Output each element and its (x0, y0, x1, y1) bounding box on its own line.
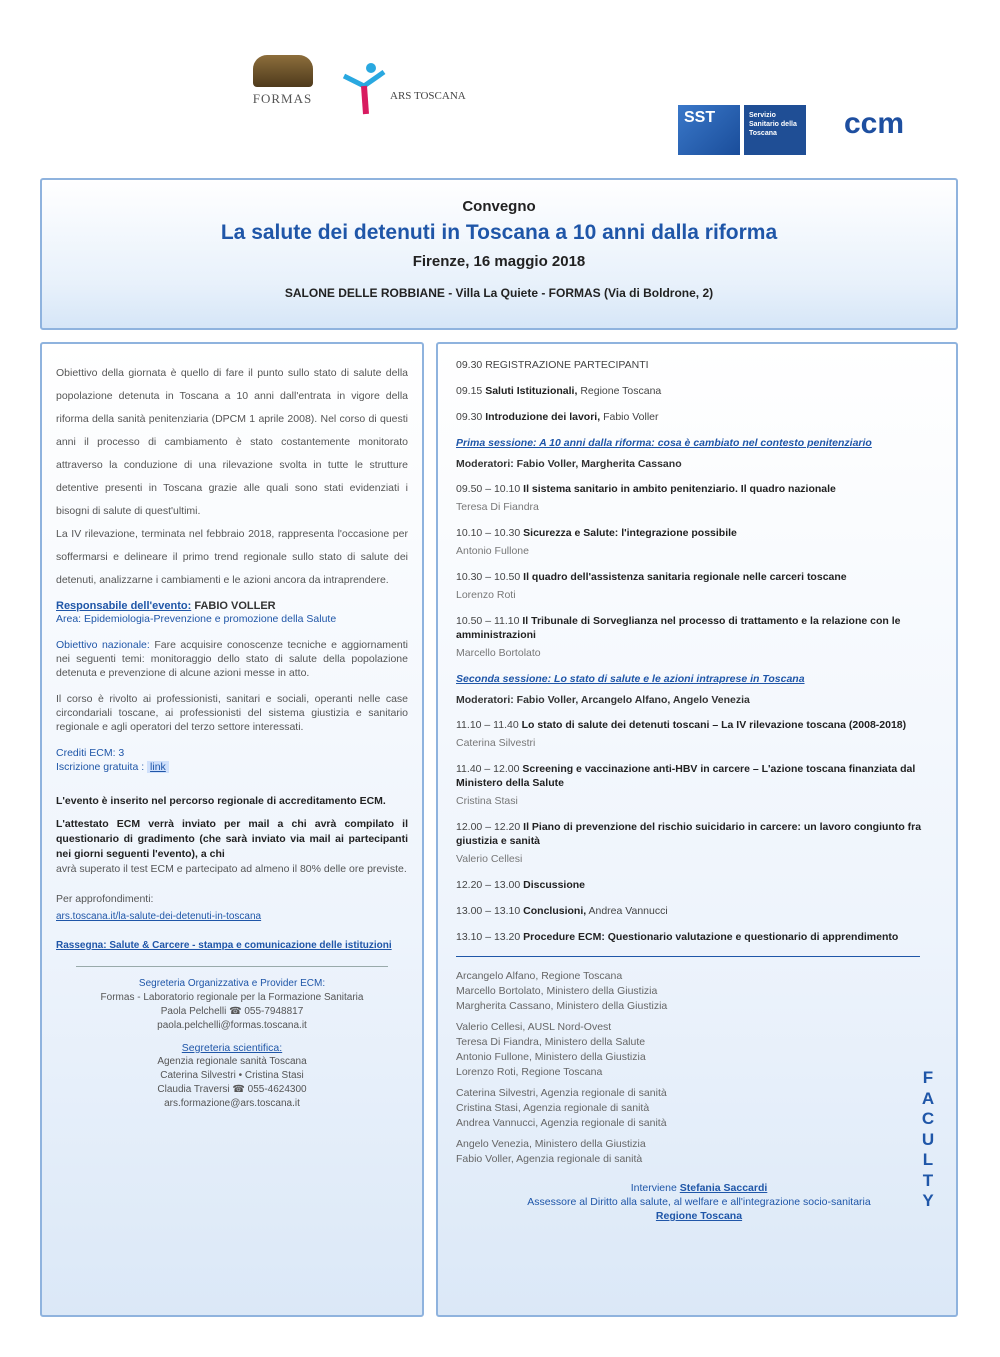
session-1-moderators: Moderatori: Fabio Voller, Margherita Cassano (456, 458, 682, 470)
crest-icon (253, 55, 313, 87)
faculty-divider (456, 956, 920, 957)
program-item: 13.10 – 13.20 Procedure ECM: Questionario valutazione e questionario di apprendimento (456, 931, 899, 943)
crediti-text: Crediti ECM: 3 (56, 747, 125, 759)
program-column (436, 342, 958, 1317)
intro-paragraph-1: Obiettivo della giornata è quello di fare il punto sullo stato di salute della popolazione detenuta in Toscana a 10 anni dall'entrata in vigore della riforma della sanità penitenziaria (DPCM 1 aprile 2008). Nel corso di questi anni il processo di cambiamento è stato costantemente monitorato attraverso la conduzione di una rilevazione svolta in tutte le strutture detentive presenti in Toscana grazie alle quali sono stati evidenziati i bisogni di salute di quest'ultimi. (56, 367, 408, 517)
attestato-rest: avrà superato il test ECM e partecipato ad almeno il 80% delle ore previste. (56, 863, 407, 875)
program-item: 09.30 Introduzione dei lavori, Fabio Voller (456, 411, 659, 423)
program-item: 09.15 Saluti Istituzionali, Regione Toscana (456, 385, 662, 397)
iscrizione-text: Iscrizione gratuita : link (56, 760, 408, 774)
session-1-title: Prima sessione: A 10 anni dalla riforma: cosa è cambiato nel contesto penitenziario (456, 437, 872, 449)
program-item: 09.30 REGISTRAZIONE PARTECIPANTI (456, 359, 649, 371)
program-item: 12.20 – 13.00 Discussione (456, 879, 586, 891)
destinatari-text: Il corso è rivolto ai professionisti, sanitari e sociali, operanti nelle case circondariali toscane, ai professionisti del sistema giustizia e sanitario regionale e agli operatori del terzo settore interessati. (56, 693, 408, 733)
program-item: 13.00 – 13.10 Conclusioni, Andrea Vannucci (456, 905, 668, 917)
ccm-logo: ccm (843, 107, 905, 140)
faculty-letter: A (921, 1088, 935, 1108)
program-item: 09.50 – 10.10 Il sistema sanitario in ambito penitenziario. Il quadro nazionale Teresa Di Fiandra (456, 483, 836, 513)
program-item: 12.00 – 12.20 Il Piano di prevenzione del rischio suicidario in carcere: un lavoro congiunto fra giustizia e sanità Valerio Cellesi (456, 821, 922, 865)
ars-logo: ARS TOSCANA (340, 60, 485, 120)
accreditamento-text: L'evento è inserito nel percorso regionale di accreditamento ECM. (56, 795, 386, 807)
faculty-letter: C (921, 1109, 935, 1128)
segreteria-sci-title: Segreteria scientifica: (181, 1042, 283, 1054)
attestato-text: L'attestato ECM verrà inviato per mail a chi avrà compilato il questionario di gradimento (che sarà inviato via mail ai partecipanti nei giorni seguenti l'evento), a chi (56, 818, 408, 860)
event-header (40, 178, 958, 330)
area-text: Area: Epidemiologia-Prevenzione e promozione della Salute (56, 613, 337, 625)
faculty-list: Arcangelo Alfano, Regione Toscana Marcello Bortolato, Ministero della Giustizia Margherita Cassano, Ministero della Giustizia Valerio Cellesi, AUSL Nord-Ovest Teresa Di Fiandra, Ministero della Salute Antonio Fullone, Ministero della Giustizia Lorenzo Roti, Regione Toscana Caterina Silvestri, Agenzia regionale di sanità Cristina Stasi, Agenzia regionale di sanità Andrea Vannucci, Agenzia regionale di sanità Angelo Venezia, Ministero della Giustizia Fabio Voller, Agenzia regionale di sanità (456, 970, 668, 1165)
event-date: Firenze, 16 maggio 2018 (412, 253, 586, 270)
segreteria-org-email[interactable]: paola.pelchelli@formas.toscana.it (157, 1020, 307, 1031)
closing-speaker: Interviene Stefania Saccardi Assessore al Diritto alla salute, al welfare e all'integrazione socio-sanitaria Regione Toscana (527, 1182, 871, 1222)
ars-figure-icon (340, 60, 388, 118)
obiettivo-text: Obiettivo nazionale: Fare acquisire conoscenze tecniche e aggiornamenti nei seguenti temi: monitoraggio dello stato di salute della popolazione detenuta e prevenzione di alcune azioni messe in atto. (56, 639, 408, 679)
program-item: 10.10 – 10.30 Sicurezza e Salute: l'integrazione possibile Antonio Fullone (456, 527, 737, 557)
rassegna-link[interactable]: Rassegna: Salute & Carcere - stampa e comunicazione delle istituzioni (56, 940, 392, 951)
event-venue: SALONE DELLE ROBBIANE - Villa La Quiete - FORMAS (Via di Boldrone, 2) (284, 286, 714, 300)
event-title: La salute dei detenuti in Toscana a 10 anni dalla riforma (220, 221, 778, 244)
faculty-letter: T (922, 1170, 934, 1190)
program-item: 11.10 – 11.40 Lo stato di salute dei detenuti toscani – La IV rilevazione toscana (2008-2018) Caterina Silvestri (456, 719, 907, 749)
segreteria-org-title: Segreteria Organizzativa e Provider ECM: (138, 978, 326, 989)
program-item: 10.30 – 10.50 Il quadro dell'assistenza sanitaria regionale nelle carceri toscane Lorenzo Roti (456, 571, 847, 601)
faculty-letter: L (922, 1150, 934, 1169)
faculty-letter: F (922, 1068, 934, 1087)
faculty-vertical-label (918, 1068, 938, 1212)
approfondimenti-link[interactable]: ars.toscana.it/la-salute-dei-detenuti-in-toscana (56, 911, 262, 922)
approfondimenti-label: Per approfondimenti: (56, 893, 154, 905)
info-column: Obiettivo della giornata è quello di fare il punto sullo stato di salute della popolazione detenuta in Toscana a 10 anni dall'entrata in vigore della riforma della sanità penitenziaria (DPCM 1 aprile 2008). Nel corso di questi anni il processo di cambiamento è stato costantemente monitorato attraverso la conduzione di una rilevazione svolta in tutte le strutture detentive presenti in Toscana grazie alle quali sono stati evidenziati i bisogni di salute di quest'ultimi. La IV rilevazione, terminata nel febbraio 2018, rappresenta l'occasione per soffermarsi e delineare il primo trend regionale sullo stato di salute dei detenuti, analizzarne i cambiamenti e le azioni ancora da intraprendere. Responsabile dell'evento: FABIO VOLLER Area: Epidemiologia-Prevenzione e promozione della Salute Obiettivo nazionale: Fare acquisire conoscenze tecniche e aggiornamenti nei seguenti temi: monitoraggio dello stato di salute della popolazione detenuta e prevenzione di alcune azioni messe in atto. Il corso è rivolto ai professionisti, sanitari e sociali, operanti nelle case circondariali toscane, ai professionisti del sistema giustizia e sanitario regionale e agli operatori del terzo settore interessati. Crediti ECM: 3 Iscrizione gratuita : link L'evento è inserito nel percorso regionale di accreditamento ECM. L'attestato ECM verrà inviato per mail a chi avrà compilato il questionario di gradimento (che sarà inviato via mail ai partecipanti nei giorni seguenti l'evento), a chi avrà superato il test ECM e partecipato ad almeno il 80% delle ore previste. Per approfondimenti: ars.toscana.it/la-salute-dei-detenuti-in-toscana Rassegna: Salute & Carcere - stampa e comunicazione delle istituzioni Segreteria Organizzativa e Provider ECM: Formas - Laboratorio regionale per la Formazione Sanitaria Paola Pelchelli ☎ 055-7948817 paola.pelchelli@formas.toscana.it Segreteria scientifica: Agenzia regionale sanità Toscana Caterina Silvestri • Cristina Stasi Claudia Traversi ☎ 055-4624300 ars.formazione@ars.toscana.it (40, 342, 424, 1317)
intro-paragraph-2: La IV rilevazione, terminata nel febbraio 2018, rappresenta l'occasione per soffermarsi e delineare il primo trend regionale sullo stato di salute dei detenuti, analizzarne i cambiamenti e le azioni ancora da intraprendere. (56, 528, 408, 586)
session-2-moderators: Moderatori: Fabio Voller, Arcangelo Alfano, Angelo Venezia (456, 694, 750, 706)
session-2-title: Seconda sessione: Lo stato di salute e le azioni intraprese in Toscana (456, 673, 805, 685)
program-item: 11.40 – 12.00 Screening e vaccinazione anti-HBV in carcere – L'azione toscana finanziata dal Ministero della Salute Cristina Stasi (456, 763, 916, 807)
event-kicker: Convegno (462, 198, 536, 215)
faculty-letter: U (921, 1129, 935, 1149)
faculty-letter: Y (922, 1191, 934, 1210)
sst-logo: SST Servizio Sanitario della Toscana (678, 105, 806, 157)
responsabile: Responsabile dell'evento: FABIO VOLLER (56, 600, 276, 612)
program-item: 10.50 – 11.10 Il Tribunale di Sorveglianza nel processo di trattamento e la relazione con le amministrazioni Marcello Bortolato (456, 615, 901, 659)
formas-logo: FORMAS (240, 55, 325, 120)
divider (76, 966, 388, 967)
segreteria-sci-email[interactable]: ars.formazione@ars.toscana.it (164, 1098, 300, 1109)
iscrizione-link[interactable]: link (147, 761, 169, 773)
